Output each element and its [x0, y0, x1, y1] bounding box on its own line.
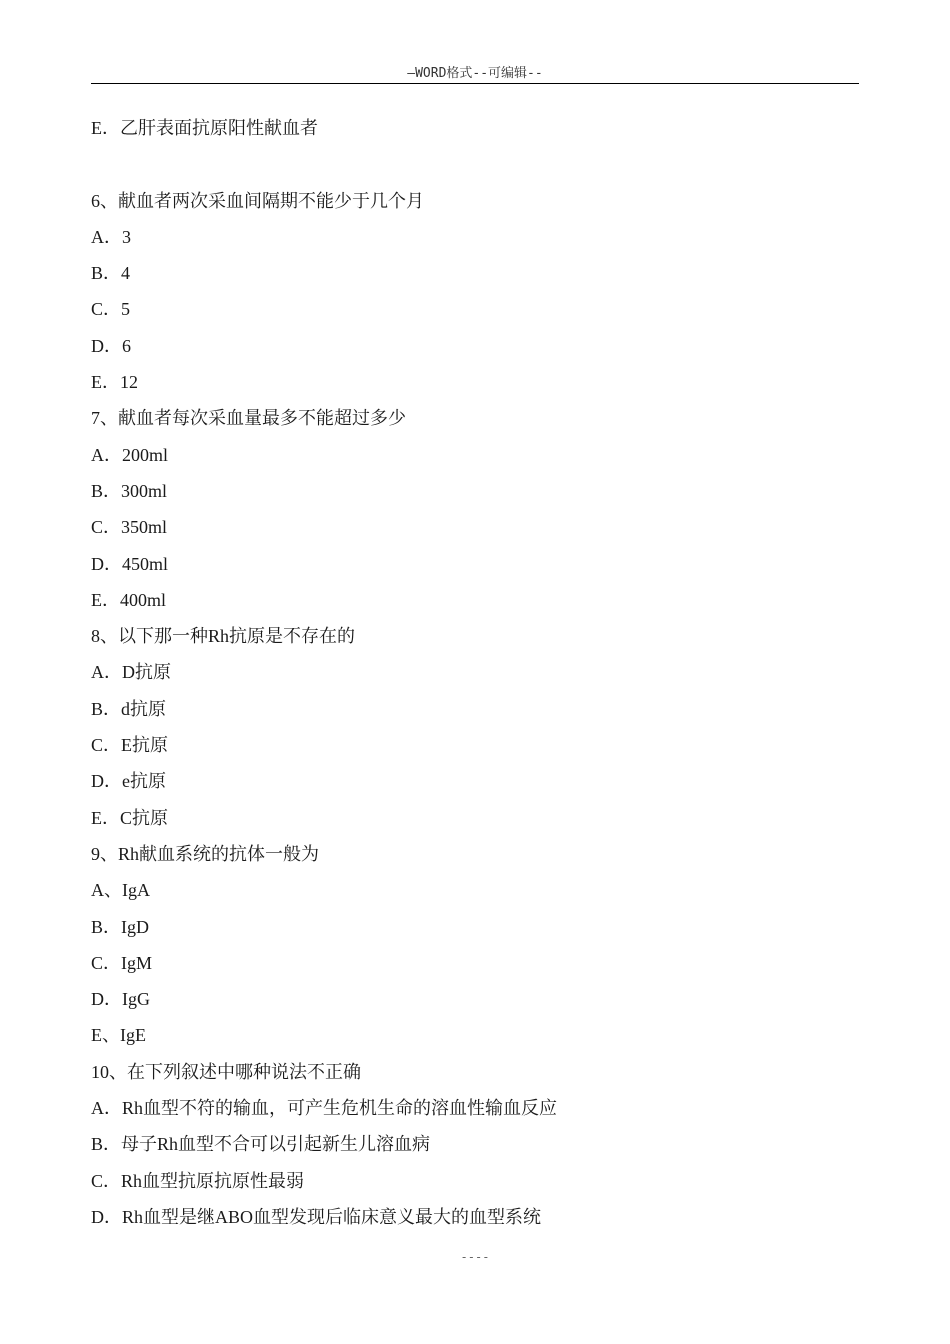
option-line: A．Rh血型不符的输血，可产生危机生命的溶血性输血反应 [91, 1098, 558, 1119]
question-7: 7、献血者每次采血量最多不能超过多少 [91, 408, 406, 429]
option-line: E．12 [91, 372, 138, 393]
option-line: D．Rh血型是继ABO血型发现后临床意义最大的血型系统 [91, 1206, 542, 1227]
option-line: C．IgM [91, 952, 153, 973]
option-line: B．母子Rh血型不合可以引起新生儿溶血病 [91, 1134, 431, 1155]
question-9: 9、Rh献血系统的抗体一般为 [91, 843, 320, 864]
page-footer: ---- [460, 1250, 490, 1264]
option-line: A、IgA [91, 880, 150, 901]
option-line: A．200ml [91, 444, 169, 465]
blank-line [91, 146, 859, 182]
option-line: B．d抗原 [91, 698, 167, 719]
option-line: D．e抗原 [91, 771, 166, 792]
option-line: C．E抗原 [91, 735, 169, 756]
question-8: 8、以下那一种Rh抗原是不存在的 [91, 626, 356, 647]
option-line: D．6 [91, 335, 131, 356]
option-line: C．Rh血型抗原抗原性最弱 [91, 1170, 305, 1191]
option-line: D．IgG [91, 989, 150, 1010]
option-line: E、IgE [91, 1025, 146, 1046]
option-line: B．IgD [91, 916, 149, 937]
header-rule [91, 83, 859, 84]
option-line: A．3 [91, 226, 131, 247]
option-line: A．D抗原 [91, 662, 171, 683]
option-line: E．C抗原 [91, 807, 169, 828]
option-line: D．450ml [91, 553, 169, 574]
option-line: B．300ml [91, 480, 168, 501]
page-header: —WORD格式--可编辑-- [407, 66, 543, 81]
option-line: C．5 [91, 299, 131, 320]
option-line: E．400ml [91, 589, 166, 610]
option-line: B．4 [91, 263, 131, 284]
question-10: 10、在下列叙述中哪种说法不正确 [91, 1061, 361, 1082]
document-body [91, 110, 859, 1235]
option-line: C．350ml [91, 517, 168, 538]
question-6: 6、献血者两次采血间隔期不能少于几个月 [91, 190, 424, 211]
option-line: E．乙肝表面抗原阳性献血者 [91, 118, 318, 138]
